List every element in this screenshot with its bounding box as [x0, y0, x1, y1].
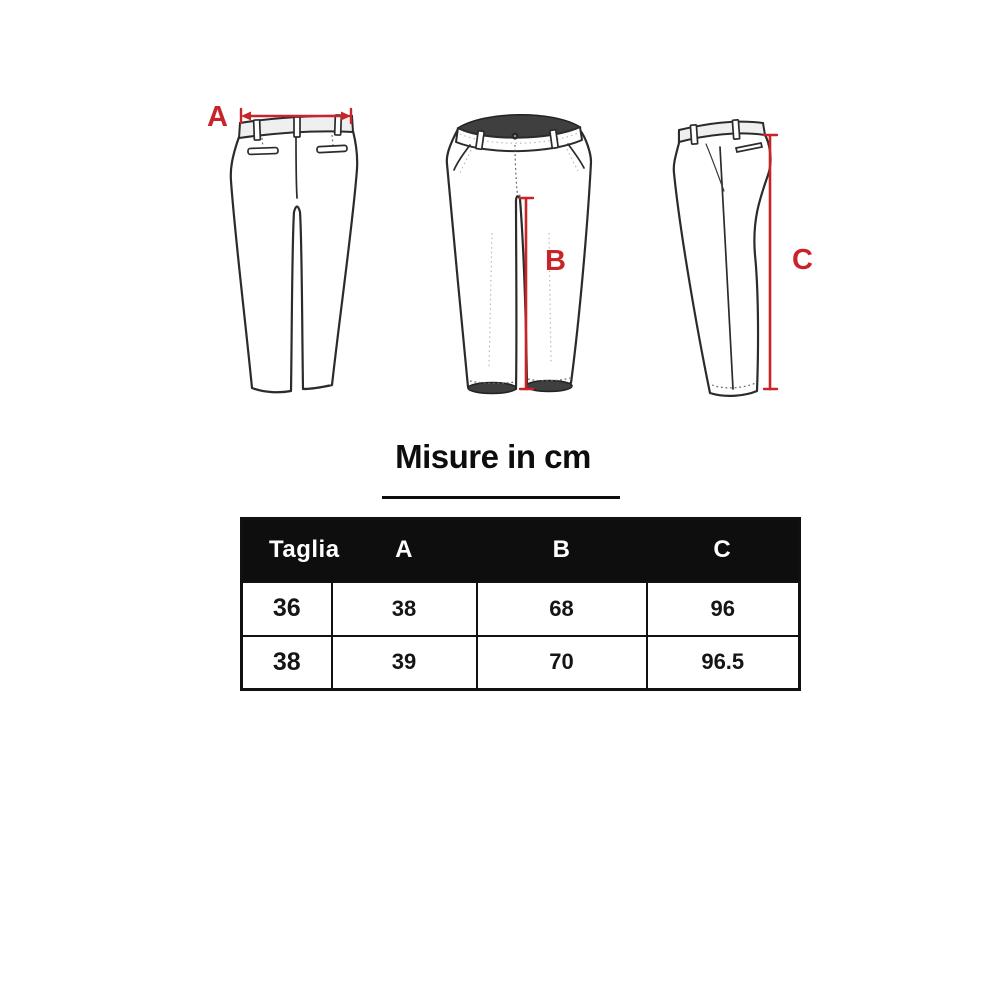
pants-side-outline: [674, 128, 771, 396]
pants-side-view: [660, 103, 830, 415]
left-back-pocket: [248, 147, 278, 154]
belt-loop: [335, 115, 342, 135]
measure-label-b: B: [545, 245, 566, 277]
belt-loop: [254, 120, 261, 140]
belt-loop: [690, 125, 697, 144]
cell-36-b: 68: [477, 582, 647, 636]
measure-label-c: C: [792, 244, 813, 276]
cell-36-c: 96: [647, 582, 800, 636]
cell-38-b: 70: [477, 636, 647, 690]
left-hem-opening: [468, 383, 516, 394]
table-header-row: [242, 519, 800, 582]
title-underline: [382, 496, 620, 499]
pants-front-view: [440, 98, 620, 410]
cell-36-a: 38: [332, 582, 477, 636]
col-header-taglia: Taglia: [242, 519, 332, 582]
size-table: [240, 517, 798, 691]
belt-loop: [476, 131, 484, 150]
page-title: Misure in cm: [395, 438, 591, 475]
cell-38-a: 39: [332, 636, 477, 690]
cell-38-c: 96.5: [647, 636, 800, 690]
pants-back-outline: [231, 130, 357, 392]
col-header-c: C: [647, 519, 800, 582]
col-header-a: A: [332, 519, 477, 582]
measure-label-a: A: [207, 101, 228, 133]
belt-loop: [550, 130, 558, 149]
table-row-size-36: [242, 582, 800, 636]
cell-size-38: 38: [242, 636, 332, 690]
col-header-b: B: [477, 519, 647, 582]
pants-front-outline: [447, 125, 591, 391]
table-row-size-38: [242, 636, 800, 690]
belt-loop: [294, 117, 300, 137]
pants-back-view: [195, 85, 405, 415]
center-back-seam: [296, 138, 297, 198]
belt-loop: [732, 120, 739, 139]
cell-size-36: 36: [242, 582, 332, 636]
right-back-pocket: [317, 145, 347, 153]
waist-button-detail: [514, 135, 516, 137]
